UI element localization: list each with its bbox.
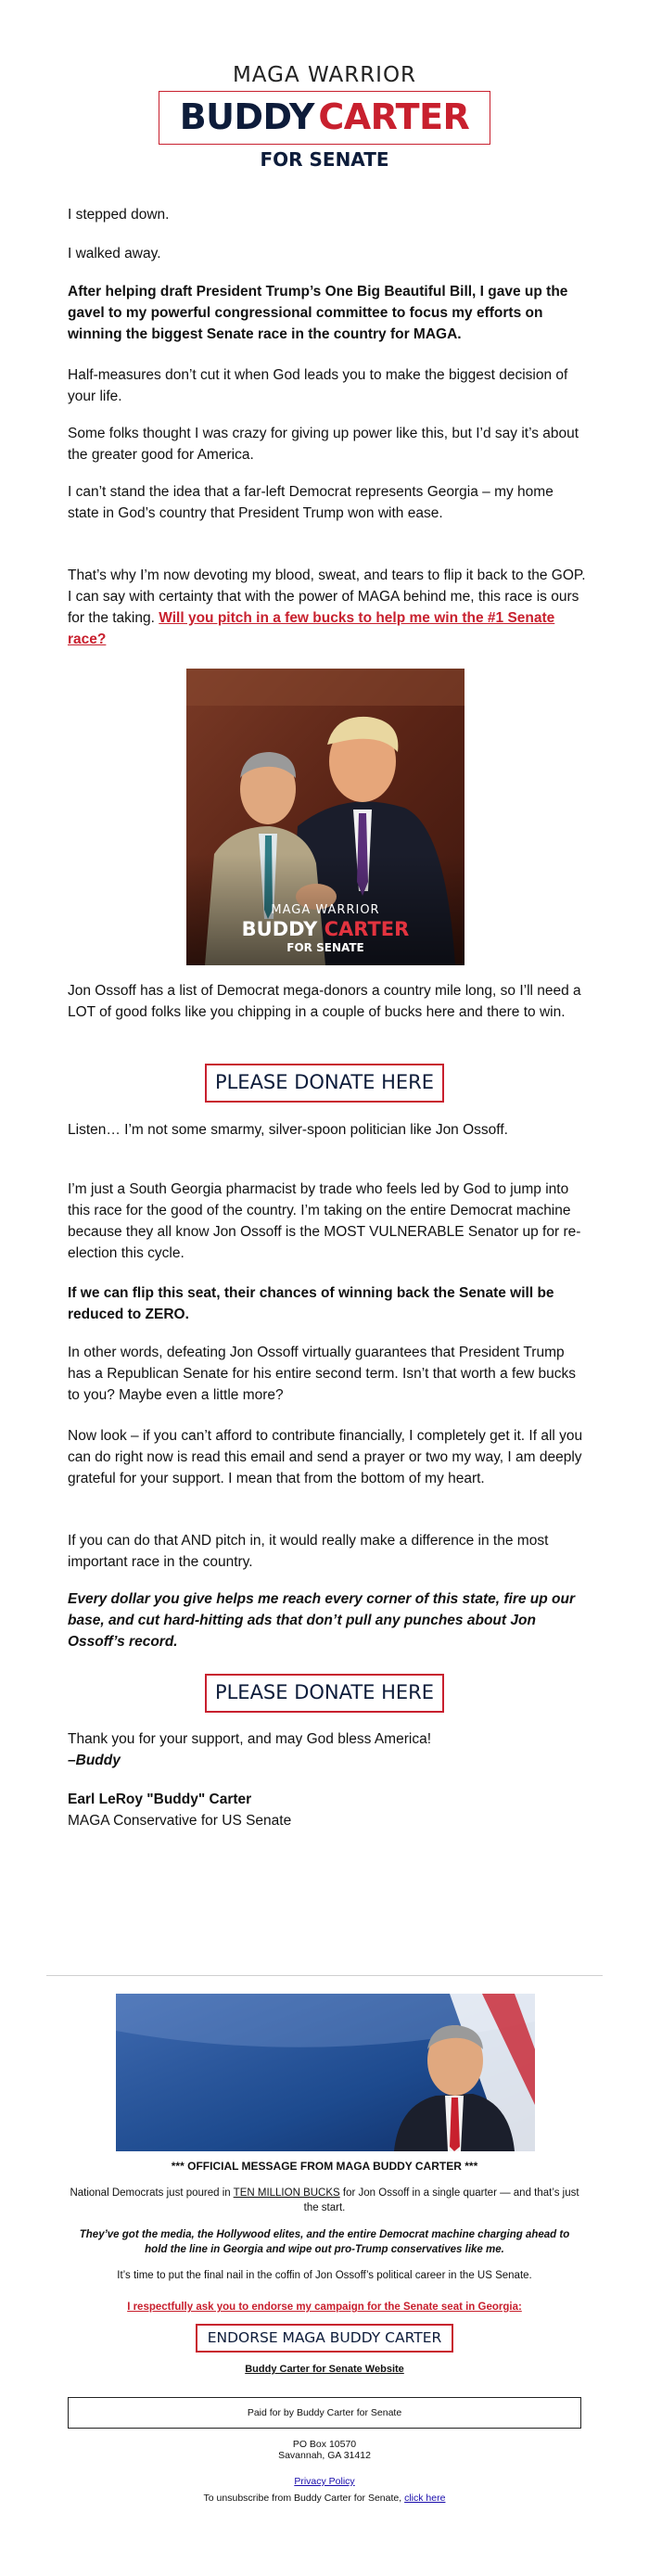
footer-po-box: PO Box 10570 xyxy=(292,2439,357,2450)
photo-logo-bottom: FOR SENATE xyxy=(286,941,364,954)
unsubscribe-text: To unsubscribe from Buddy Carter for Senate, xyxy=(203,2493,402,2504)
photo-logo-top: MAGA WARRIOR xyxy=(271,903,380,917)
donate-button-1[interactable]: PLEASE DONATE HERE xyxy=(205,1064,444,1103)
footer-ask-wrap xyxy=(56,2300,593,2315)
logo-top-text: MAGA WARRIOR xyxy=(232,63,417,87)
signer-name: Earl LeRoy "Buddy" Carter xyxy=(68,1792,252,1807)
paragraph-flip-seat: If we can flip this seat, their chances of winning back the Senate will be reduced to ZERO. xyxy=(68,1285,554,1322)
logo-name-box xyxy=(159,91,490,145)
paragraph-now-look: Now look – if you can’t afford to contribute financially, I completely get it. If all you can do right now is read this email and send a prayer or two my way, I am deeply grateful for your support. I mean that from the bottom of my heart. xyxy=(68,1428,583,1486)
unsubscribe-link[interactable]: click here xyxy=(404,2493,446,2504)
logo-name-last: CARTER xyxy=(318,96,470,137)
footer-privacy-wrap xyxy=(56,2474,593,2489)
paragraph-crazy: Some folks thought I was crazy for giving up power like this, but I’d say it’s about the greater good for America. xyxy=(68,426,579,463)
footer-city: Savannah, GA 31412 xyxy=(278,2450,371,2461)
closing-line: Thank you for your support, and may God bless America! xyxy=(68,1731,431,1747)
photo-logo-name xyxy=(186,917,464,941)
photo-logo-name-first: BUDDY xyxy=(241,918,318,940)
paragraph-smarmy: Listen… I’m not some smarmy, silver-spoon politician like Jon Ossoff. xyxy=(68,1122,508,1138)
paragraph-walked-away: I walked away. xyxy=(68,246,161,261)
privacy-policy-link[interactable]: Privacy Policy xyxy=(294,2476,355,2487)
footer-banner xyxy=(116,1994,535,2151)
devoting-text: That’s why I’m now devoting my blood, sweat, and tears to flip it back to the GOP. I can say with certainty that with the power of MAGA behind me, this race is ours for the taking. xyxy=(68,567,586,626)
endorse-button[interactable]: ENDORSE MAGA BUDDY CARTER xyxy=(196,2324,453,2353)
ten-million-pre: National Democrats just poured in xyxy=(70,2187,231,2199)
paragraph-every-dollar: Every dollar you give helps me reach every corner of this state, fire up our base, and cut hard-hitting ads that don’t pull any punches about Jon Ossoff’s record. xyxy=(68,1591,575,1650)
logo-bottom-text: FOR SENATE xyxy=(260,148,389,171)
paragraph-mega-donors: Jon Ossoff has a list of Democrat mega-donors a country mile long, so I’ll need a LOT of good folks like you chipping in a couple of bucks here and there to win. xyxy=(68,983,581,1020)
footer-ten-million xyxy=(65,2186,584,2215)
paid-for-box xyxy=(68,2397,581,2429)
paragraph-half-measures: Half-measures don’t cut it when God leads you to make the biggest decision of your life. xyxy=(68,367,568,404)
paragraph-in-other-words: In other words, defeating Jon Ossoff virtually guarantees that President Trump has a Republican Senate for his entire second term. Isn’t that worth a few bucks to you? Maybe even a little more? xyxy=(68,1345,576,1403)
endorse-ask-link[interactable]: I respectfully ask you to endorse my campaign for the Senate seat in Georgia: xyxy=(127,2302,522,2313)
paragraph-pitch-in: If you can do that AND pitch in, it would really make a difference in the most important race in the country. xyxy=(68,1533,549,1570)
ten-million-link[interactable]: TEN MILLION BUCKS xyxy=(233,2187,340,2199)
pitch-in-link[interactable]: Will you pitch in a few bucks to help me win the #1 Senate race? xyxy=(68,610,555,647)
footer-banner-image xyxy=(116,1994,535,2151)
donate-button-2[interactable]: PLEASE DONATE HERE xyxy=(205,1674,444,1713)
campaign-photo xyxy=(186,669,464,965)
photo-logo-name-last: CARTER xyxy=(324,918,410,940)
footer-divider xyxy=(46,1975,603,1976)
paragraph-pharmacist: I’m just a South Georgia pharmacist by trade who feels led by God to jump into this race for the good of the country. I’m taking on the entire Democrat machine because they all know Jon Ossoff is the MOST VULNERABLE Senator up for re-election this cycle. xyxy=(68,1181,581,1261)
footer-media-elites: They’ve got the media, the Hollywood elites, and the entire Democrat machine charging ahead to hold the line in Georgia and wipe out pro-Trump conservatives like me. xyxy=(79,2229,570,2255)
website-link[interactable]: Buddy Carter for Senate Website xyxy=(245,2364,404,2375)
signature-buddy: –Buddy xyxy=(68,1753,121,1768)
paragraph-far-left: I can’t stand the idea that a far-left Democrat represents Georgia – my home state in God’s country that President Trump won with ease. xyxy=(68,484,554,521)
paragraph-gave-up-gavel: After helping draft President Trump’s One Big Beautiful Bill, I gave up the gavel to my powerful congressional committee to focus my efforts on winning the biggest Senate race in the country for MAGA. xyxy=(68,284,568,342)
official-message: *** OFFICIAL MESSAGE FROM MAGA BUDDY CARTER *** xyxy=(171,2160,478,2173)
paragraph-stepped-down: I stepped down. xyxy=(68,207,170,223)
signer-title: MAGA Conservative for US Senate xyxy=(68,1813,292,1829)
ten-million-post: for Jon Ossoff in a single quarter — and that’s just the start. xyxy=(303,2187,579,2213)
photo-logo xyxy=(186,903,464,954)
logo-name-first: BUDDY xyxy=(179,96,314,137)
paragraph-devoting xyxy=(68,565,587,650)
footer-unsubscribe xyxy=(56,2491,593,2506)
footer-website-wrap xyxy=(56,2362,593,2377)
footer-final-nail: It’s time to put the final nail in the coffin of Jon Ossoff’s political career in the US Senate. xyxy=(117,2270,532,2281)
header-logo xyxy=(139,63,510,172)
paid-for-text: Paid for by Buddy Carter for Senate xyxy=(247,2407,402,2418)
